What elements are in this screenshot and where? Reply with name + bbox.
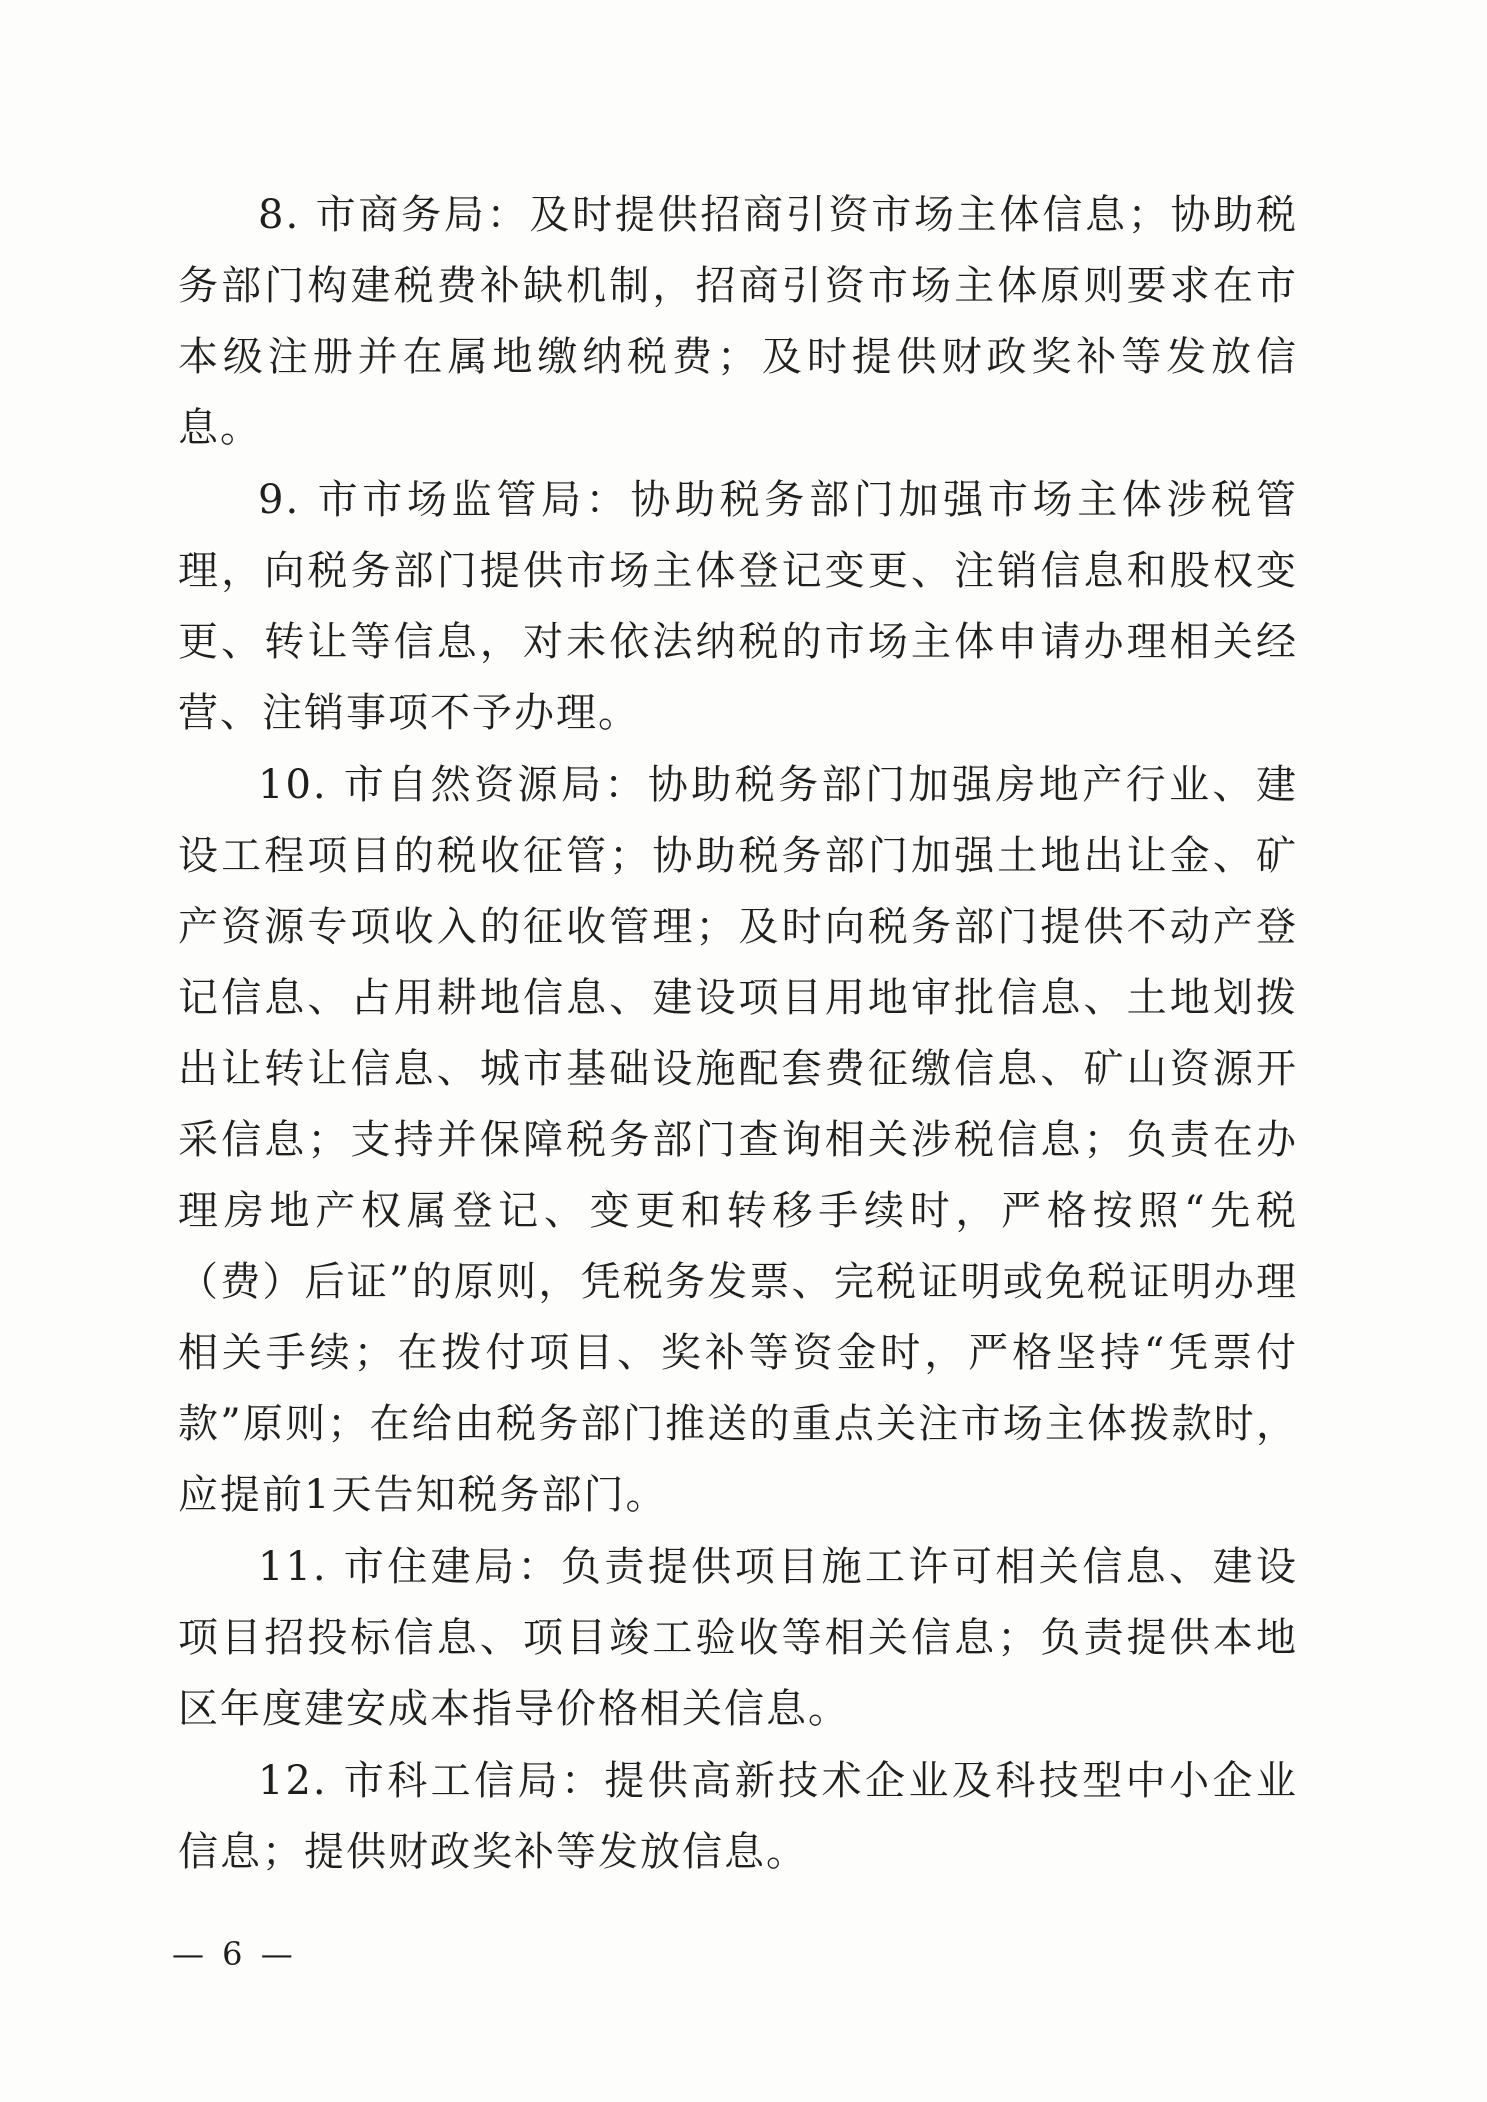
paragraph-science-industry-bureau: 12. 市科工信局：提供高新技术企业及科技型中小企业信息；提供财政奖补等发放信息。 xyxy=(178,1758,1298,1875)
page-number: — 6 — xyxy=(172,1935,297,1973)
paragraph-market-supervision-bureau: 9. 市市场监管局：协助税务部门加强市场主体涉税管理，向税务部门提供市场主体登记变更、注销信息和股权变更、转让等信息，对未依法纳税的市场主体申请办理相关经营、注销事项不予办理。 xyxy=(178,477,1298,736)
document-body xyxy=(178,180,1298,1888)
paragraph-housing-construction-bureau: 11. 市住建局：负责提供项目施工许可相关信息、建设项目招投标信息、项目竣工验收等相关信息；负责提供本地区年度建安成本指导价格相关信息。 xyxy=(178,1544,1298,1732)
paragraph-natural-resources-bureau: 10. 市自然资源局：协助税务部门加强房地产行业、建设工程项目的税收征管；协助税务部门加强土地出让金、矿产资源专项收入的征收管理；及时向税务部门提供不动产登记信息、占用耕地信息、建设项目用地审批信息、土地划拨出让转让信息、城市基础设施配套费征缴信息、矿山资源开采信息；支持并保障税务部门查询相关涉税信息；负责在办理房地产权属登记、变更和转移手续时，严格按照“先税（费）后证”的原则，凭税务发票、完税证明或免税证明办理相关手续；在拨付项目、奖补等资金时，严格坚持“凭票付款”原则；在给由税务部门推送的重点关注市场主体拨款时，应提前1天告知税务部门。 xyxy=(178,762,1298,1518)
paragraph-commerce-bureau: 8. 市商务局：及时提供招商引资市场主体信息；协助税务部门构建税费补缺机制，招商引资市场主体原则要求在市本级注册并在属地缴纳税费；及时提供财政奖补等发放信息。 xyxy=(178,192,1298,451)
